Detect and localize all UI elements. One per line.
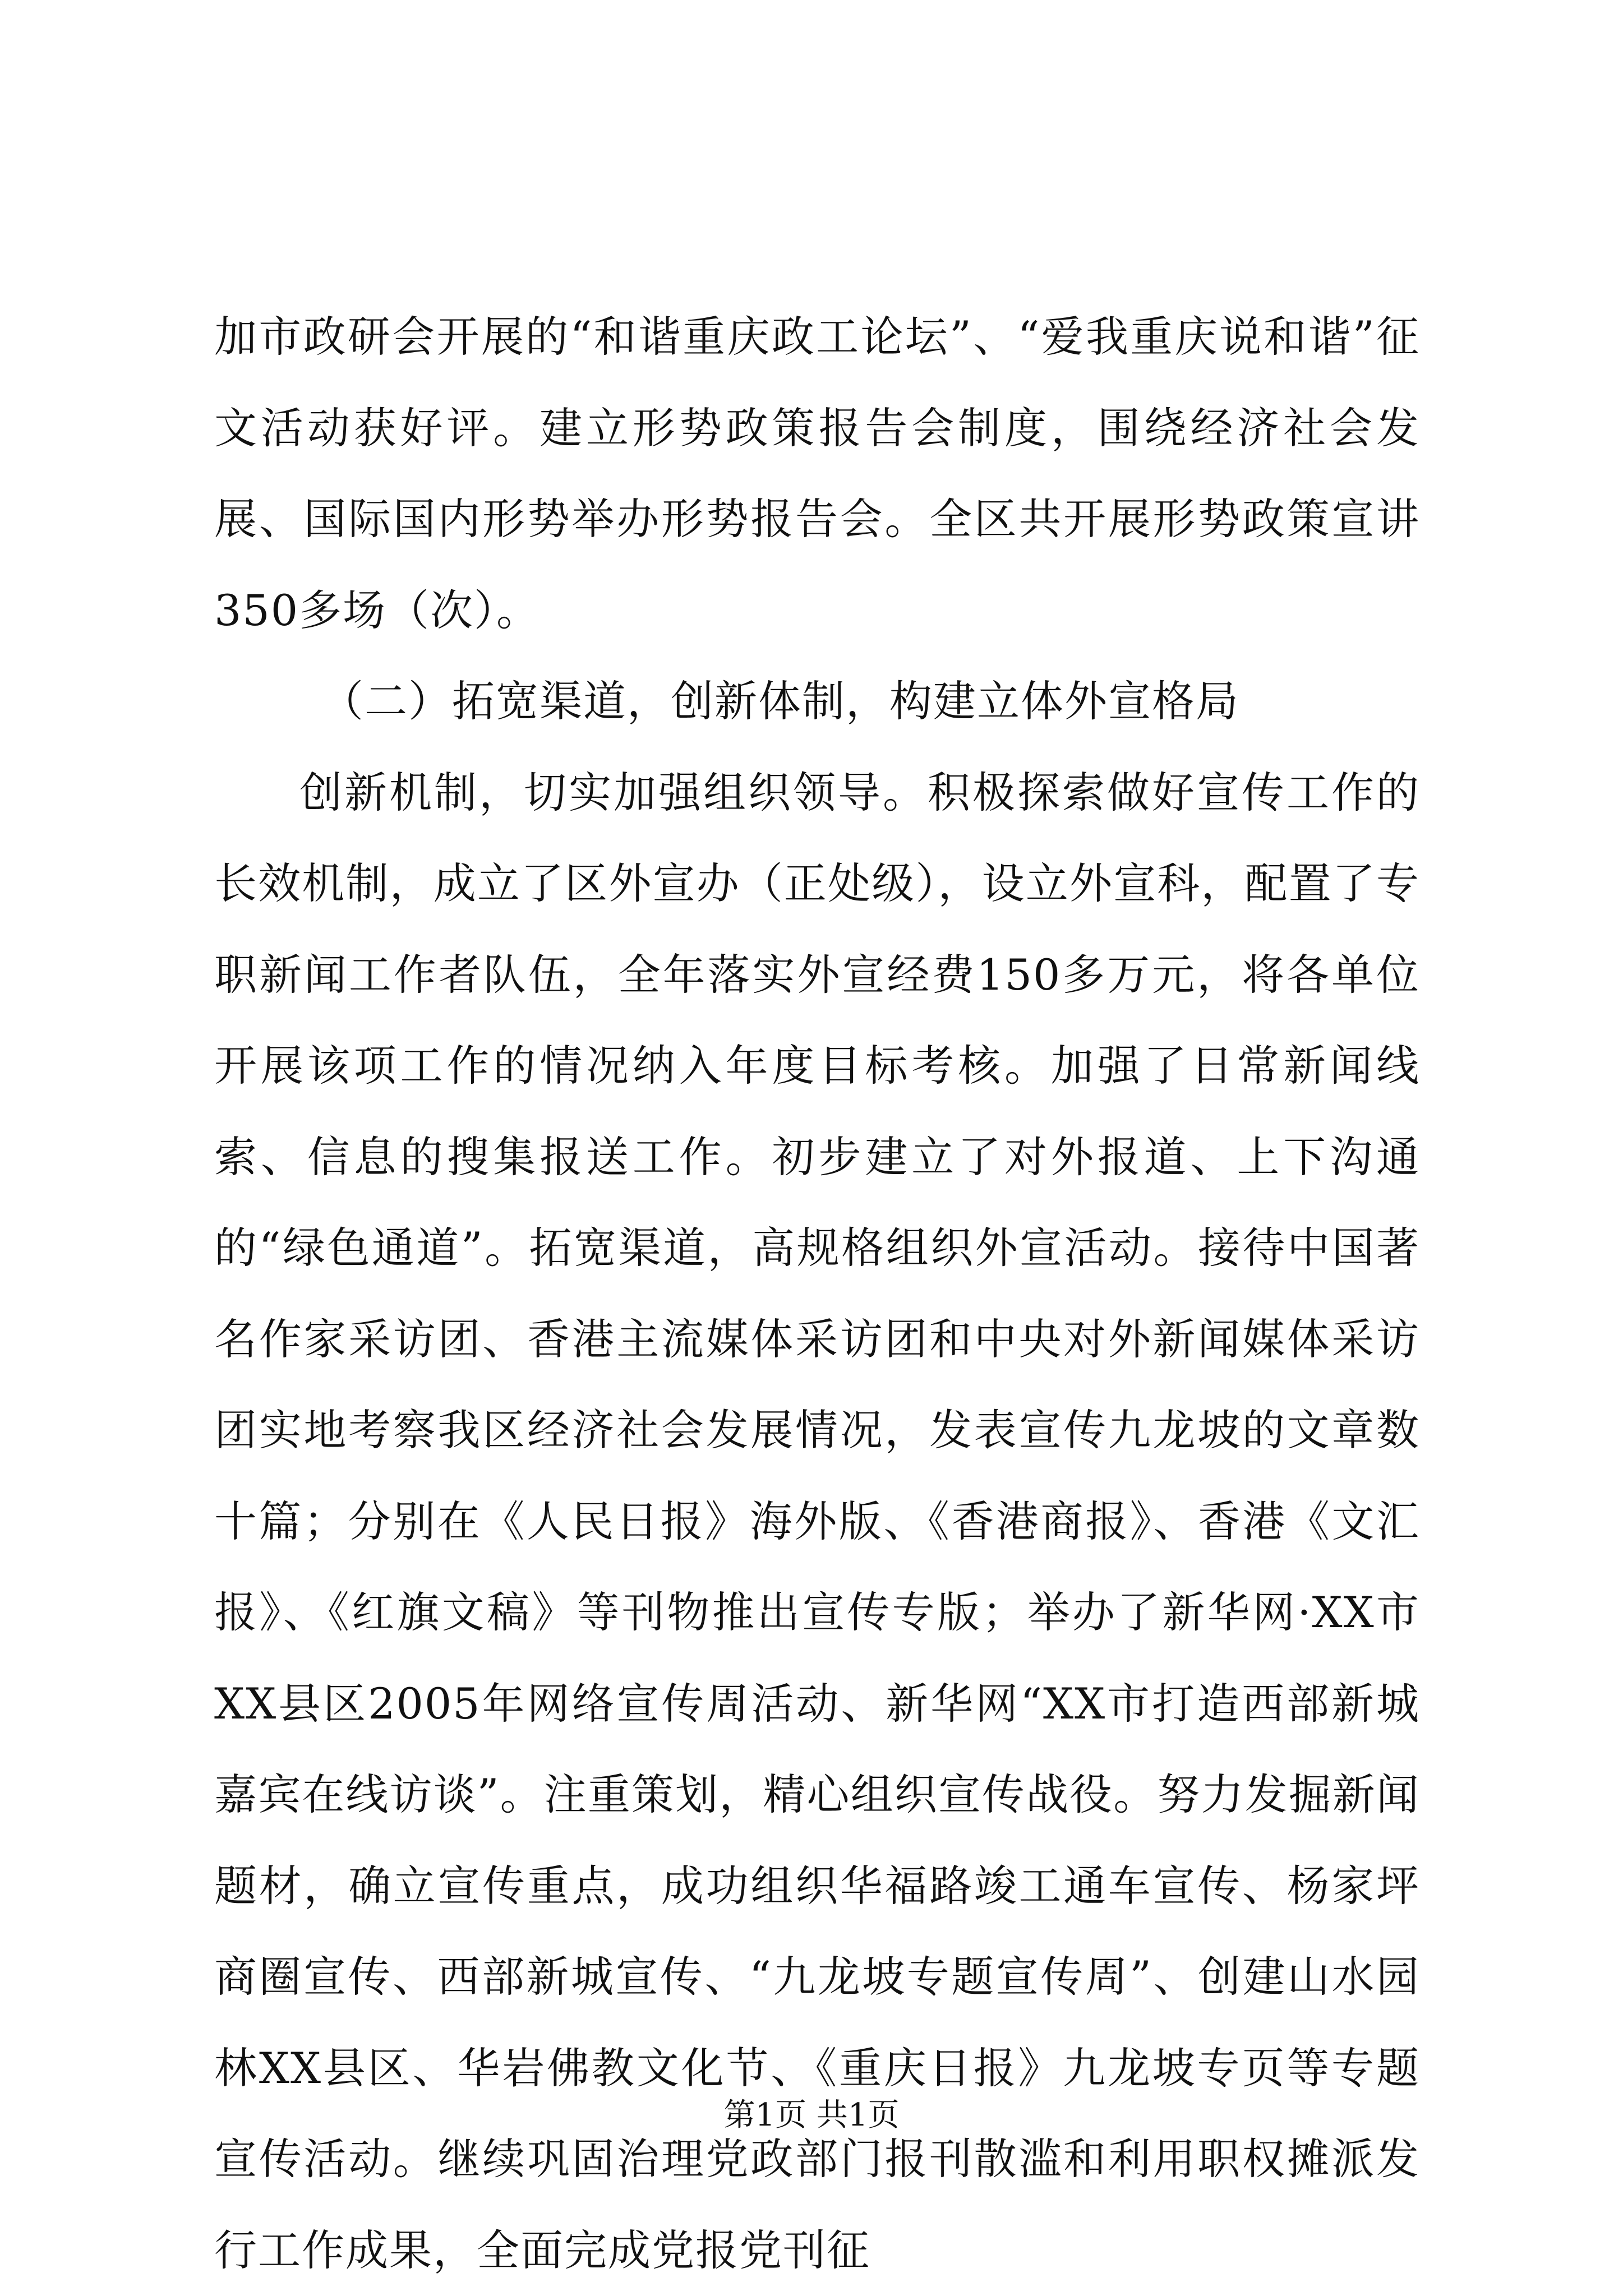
- paragraph-body: 创新机制，切实加强组织领导。积极探索做好宣传工作的长效机制，成立了区外宣办（正处级），设立外宣科，配置了专职新闻工作者队伍，全年落实外宣经费150多万元，将各单位开展该项工作的情况纳入年度目标考核。加强了日常新闻线索、信息的搜集报送工作。初步建立了对外报道、上下沟通的“绿色通道”。拓宽渠道，高规格组织外宣活动。接待中国著名作家采访团、香港主流媒体采访团和中央对外新闻媒体采访团实地考察我区经济社会发展情况，发表宣传九龙坡的文章数十篇；分别在《人民日报》海外版、《香港商报》、香港《文汇报》、《红旗文稿》等刊物推出宣传专版；举办了新华网·XX市XX县区2005年网络宣传周活动、新华网“XX市打造西部新城嘉宾在线访谈”。注重策划，精心组织宣传战役。努力发掘新闻题材，确立宣传重点，成功组织华福路竣工通车宣传、杨家坪商圈宣传、西部新城宣传、“九龙坡专题宣传周”、创建山水园林XX县区、华岩佛教文化节、《重庆日报》九龙坡专页等专题宣传活动。继续巩固治理党政部门报刊散滥和利用职权摊派发行工作成果，全面完成党报党刊征: [214, 747, 1420, 2296]
- section-heading: （二）拓宽渠道，创新体制，构建立体外宣格局: [214, 656, 1420, 747]
- document-body: [214, 292, 1420, 2296]
- page-footer: 第1页 共1页: [0, 2096, 1623, 2135]
- paragraph-continuation: 加市政研会开展的“和谐重庆政工论坛”、“爱我重庆说和谐”征文活动获好评。建立形势政策报告会制度，围绕经济社会发展、国际国内形势举办形势报告会。全区共开展形势政策宣讲350多场（次）。: [214, 292, 1420, 656]
